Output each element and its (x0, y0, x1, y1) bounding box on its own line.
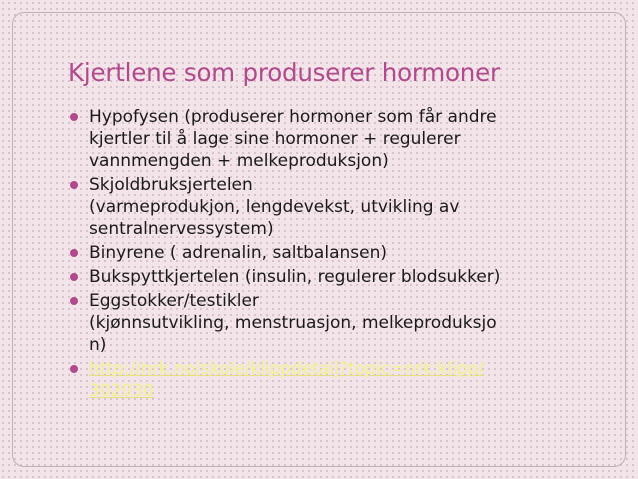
bullet-skjoldbruksjertelen (70, 174, 610, 240)
bullet-binyrene (70, 242, 610, 264)
bullet-text-line: vannmengden + melkeproduksjon) (89, 151, 389, 171)
bullet-text-line: (varmeprodukjon, lengdevekst, utvikling av (89, 197, 460, 217)
bullet-dot-icon (70, 249, 78, 257)
slide-title: Kjertlene som produserer hormoner (68, 58, 500, 87)
bullet-dot-icon (70, 297, 78, 305)
bullet-link (70, 358, 610, 402)
bullet-text-line: kjertler til å lage sine hormoner + regulerer (89, 129, 461, 149)
nrk-clip-link[interactable]: http://nrk.no/skole/klippdetalj?topic=nrk:klipp/ (89, 359, 485, 379)
nrk-clip-link-continued[interactable]: 302030 (89, 381, 154, 401)
bullet-text-line: sentralnervessystem) (89, 219, 274, 239)
bullet-text-line: Hypofysen (produserer hormoner som får andre (89, 107, 497, 127)
bullet-text-line: n) (89, 335, 107, 355)
bullet-dot-icon (70, 113, 78, 121)
bullet-dot-icon (70, 181, 78, 189)
bullet-text-line: Skjoldbruksjertelen (89, 175, 253, 195)
bullet-text-line: Bukspyttkjertelen (insulin, regulerer blodsukker) (89, 267, 501, 287)
bullet-text-line: (kjønnsutvikling, menstruasjon, melkeproduksjo (89, 313, 497, 333)
bullet-bukspyttkjertelen (70, 266, 610, 288)
bullet-dot-icon (70, 365, 78, 373)
bullet-list (70, 106, 610, 404)
bullet-eggstokker (70, 290, 610, 356)
bullet-hypofysen (70, 106, 610, 172)
bullet-text-line: Binyrene ( adrenalin, saltbalansen) (89, 243, 387, 263)
bullet-text-line: Eggstokker/testikler (89, 291, 259, 311)
bullet-dot-icon (70, 273, 78, 281)
